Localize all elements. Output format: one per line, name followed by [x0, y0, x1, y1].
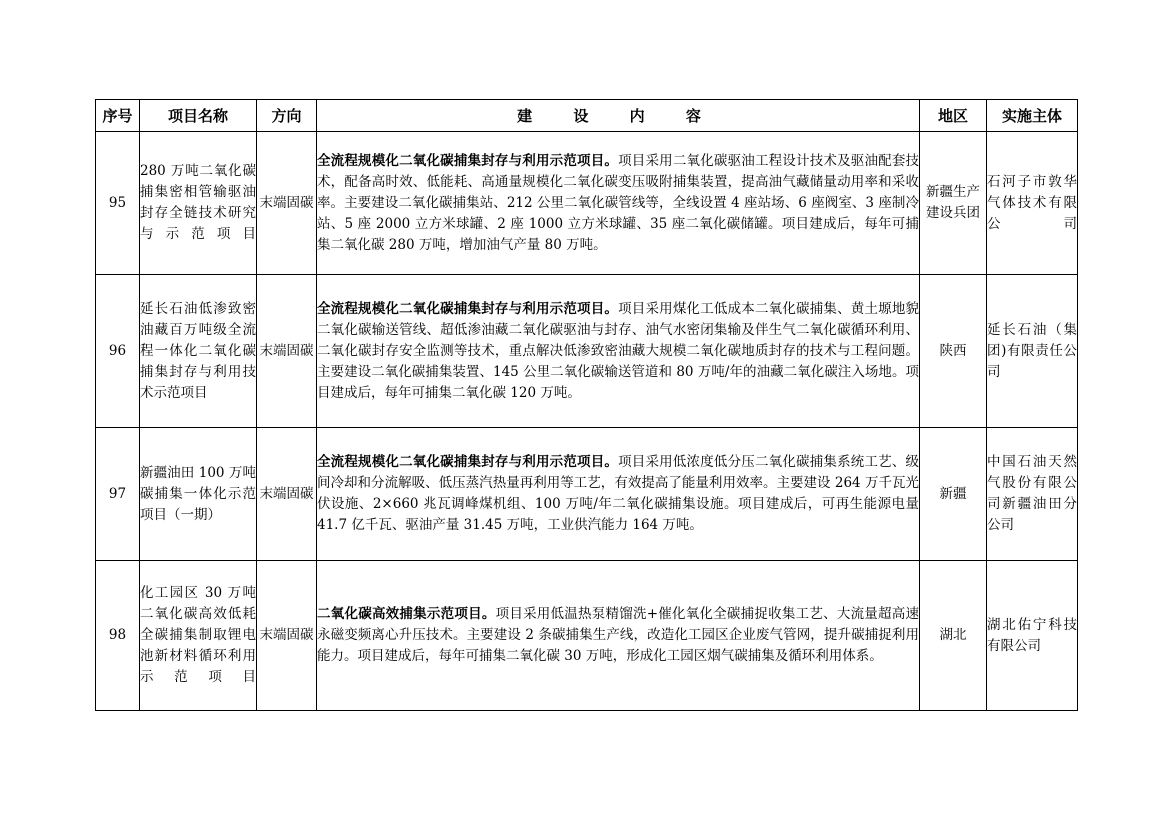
- row-implementer: 湖北佑宁科技有限公司: [987, 561, 1078, 711]
- table-row: [96, 275, 1078, 428]
- row-project-name: 延长石油低渗致密油藏百万吨级全流程一体化二氧化碳捕集封存与利用技术示范项目: [140, 275, 257, 428]
- row-content-lead: 全流程规模化二氧化碳捕集封存与利用示范项目。: [317, 454, 619, 470]
- header-implementer: 实施主体: [987, 100, 1078, 132]
- row-content-body: 项目采用低浓度低分压二氧化碳捕集系统工艺、级间冷却和分流解吸、低压蒸汽热量再利用等工艺，有效提高了能量利用效率。主要建设 264 万千瓦光伏设施、2×660 兆瓦调峰煤机组、100 万吨/年二氧化碳捕集设施。项目建成后，可再生能源电量 41.7 亿千瓦、驱油产量 31.45 万吨，工业供汽能力 164 万吨。: [317, 454, 920, 533]
- row-index: 95: [96, 132, 140, 275]
- row-content-lead: 全流程规模化二氧化碳捕集封存与利用示范项目。: [317, 152, 619, 169]
- row-direction: 末端固碳: [257, 561, 317, 711]
- header-region: 地区: [920, 100, 987, 132]
- row-content-body: 项目采用煤化工低成本二氧化碳捕集、黄土塬地貌二氧化碳输送管线、超低渗油藏二氧化碳驱油与封存、油气水密闭集输及伴生气二氧化碳循环利用、二氧化碳封存安全监测等技术，重点解决低渗致密油藏大规模二氧化碳地质封存的技术与工程问题。主要建设二氧化碳捕集装置、145 公里二氧化碳输送管道和 80 万吨/年的油藏二氧化碳注入场地。项目建成后，每年可捕集二氧化碳 120 万吨。: [317, 300, 920, 401]
- table-row: [96, 561, 1078, 711]
- row-content: [317, 428, 920, 561]
- header-index: 序号: [96, 100, 140, 132]
- row-project-name: 化工园区 30 万吨二氧化碳高效低耗全碳捕集制取锂电池新材料循环利用示范项目: [140, 561, 257, 711]
- row-implementer: 石河子市敦华气体技术有限公司: [987, 132, 1078, 275]
- row-content-body: 项目采用低温热泵精馏洗+催化氧化全碳捕捉收集工艺、大流量超高速永磁变频离心升压技术。主要建设 2 条碳捕集生产线，改造化工园区企业废气管网，提升碳捕捉利用能力。项目建成后，每年可捕集二氧化碳 30 万吨，形成化工园区烟气碳捕集及循环利用体系。: [317, 606, 920, 664]
- row-content: [317, 275, 920, 428]
- project-table: [95, 99, 1078, 711]
- row-region: 新疆: [920, 428, 987, 561]
- row-region: 陕西: [920, 275, 987, 428]
- header-direction: 方向: [257, 100, 317, 132]
- row-content-body: 项目采用二氧化碳驱油工程设计技术及驱油配套技术，配备高时效、低能耗、高通量规模化二氧化碳变压吸附捕集装置，提高油气藏储量动用率和采收率。主要建设二氧化碳捕集站、212 公里二氧化碳管线等，全线设置 4 座站场、6 座阀室、3 座制冷站、5 座 2000 立方米球罐、2 座 1000 立方米球罐、35 座二氧化碳储罐。项目建成后，每年可捕集二氧化碳 280 万吨，增加油气产量 80 万吨。: [317, 152, 920, 253]
- row-direction: 末端固碳: [257, 275, 317, 428]
- row-content-lead: 全流程规模化二氧化碳捕集封存与利用示范项目。: [317, 300, 619, 317]
- header-content: 建 设 内 容: [317, 100, 920, 132]
- row-content: [317, 561, 920, 711]
- row-direction: 末端固碳: [257, 132, 317, 275]
- row-content: [317, 132, 920, 275]
- row-index: 98: [96, 561, 140, 711]
- row-region: 新疆生产建设兵团: [920, 132, 987, 275]
- row-index: 96: [96, 275, 140, 428]
- row-project-name: 新疆油田 100 万吨碳捕集一体化示范项目（一期）: [140, 428, 257, 561]
- row-region: 湖北: [920, 561, 987, 711]
- header-name: 项目名称: [140, 100, 257, 132]
- table-header-row: [96, 100, 1078, 132]
- row-direction: 末端固碳: [257, 428, 317, 561]
- row-content-lead: 二氧化碳高效捕集示范项目。: [317, 606, 496, 622]
- row-implementer: 中国石油天然气股份有限公司新疆油田分公司: [987, 428, 1078, 561]
- row-implementer: 延长石油（集团)有限责任公司: [987, 275, 1078, 428]
- table-row: [96, 132, 1078, 275]
- table-row: [96, 428, 1078, 561]
- row-index: 97: [96, 428, 140, 561]
- row-project-name: 280 万吨二氧化碳捕集密相管输驱油封存全链技术研究与示范项目: [140, 132, 257, 275]
